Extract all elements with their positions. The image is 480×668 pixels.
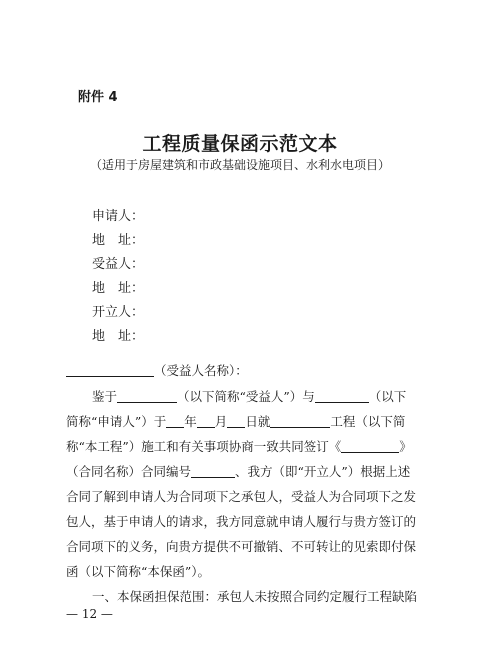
body-line: 一、本保函担保范围：承包人未按照合同约定履行工程缺陷 — [92, 589, 418, 604]
addressee-line — [66, 358, 248, 383]
document-title: 工程质量保函示范文本 — [142, 133, 338, 155]
blank-field — [166, 413, 184, 428]
beneficiary-label: 受益人： — [92, 257, 145, 272]
beneficiary-name-blank — [66, 362, 154, 377]
beneficiary-address-label: 地 址： — [92, 281, 145, 296]
body-line: 称“本工程”）施工和有关事项协商一致共同签订《 》 — [66, 439, 412, 454]
blank-field — [191, 463, 235, 478]
blank-field — [341, 438, 399, 453]
body-line: （合同名称）合同编号 、我方（即“开立人”）根据上述 — [66, 464, 411, 479]
body-line: 包人，基于申请人的请求，我方同意就申请人履行与贵方签订的 — [66, 514, 417, 529]
body-line: 简称“申请人”）于 年 月 日就 工程（以下简 — [66, 414, 406, 429]
attachment-label: 附件 4 — [78, 90, 118, 105]
blank-field — [315, 388, 369, 403]
blank-field — [117, 388, 177, 403]
addressee-suffix: （受益人名称）： — [154, 363, 248, 378]
blank-field — [197, 413, 215, 428]
page-number: — 12 — — [66, 607, 113, 621]
issuer-address-label: 地 址： — [92, 329, 145, 344]
applicant-address-label: 地 址： — [92, 233, 145, 248]
applicant-label: 申请人： — [92, 209, 145, 224]
blank-field — [227, 413, 245, 428]
body-line: 鉴于 （以下简称“受益人”）与 （以下 — [92, 389, 407, 404]
issuer-label: 开立人： — [92, 305, 145, 320]
body-line: 函（以下简称“本保函”）。 — [66, 564, 211, 579]
body-line: 合同了解到申请人为合同项下之承包人，受益人为合同项下之发 — [66, 489, 417, 504]
body-line: 合同项下的义务，向贵方提供不可撤销、不可转让的见索即付保 — [66, 539, 417, 554]
blank-field — [270, 413, 330, 428]
document-subtitle: （适用于房屋建筑和市政基础设施项目、水利水电项目） — [89, 158, 390, 172]
